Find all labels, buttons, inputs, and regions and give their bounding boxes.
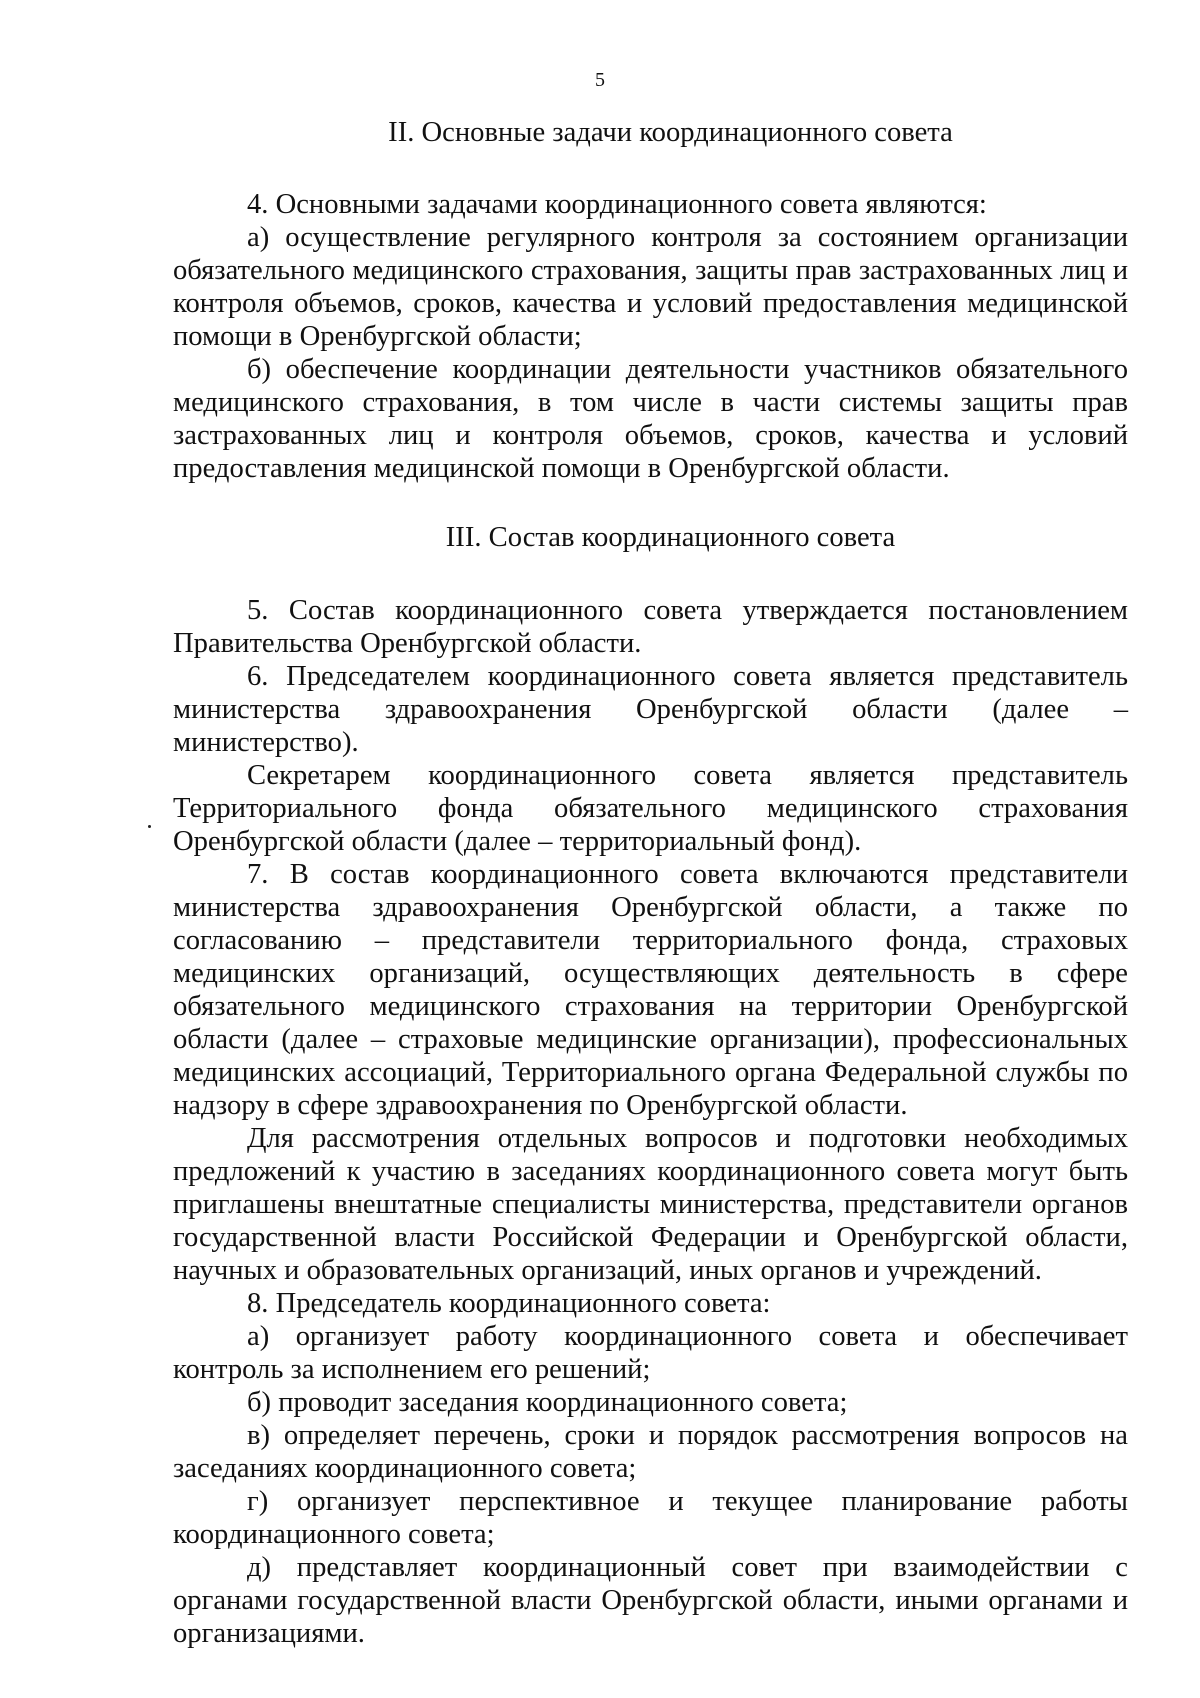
page-number: 5 <box>595 69 605 91</box>
scan-artifact-dot <box>148 825 151 828</box>
paragraph-8a: а) организует работу координационного совета и обеспечивает контроль за исполнением его решений; <box>173 1321 1128 1385</box>
paragraph-5: 5. Состав координационного совета утверждается постановлением Правительства Оренбургской области. <box>173 595 1128 659</box>
section-2-heading: II. Основные задачи координационного совета <box>388 117 953 148</box>
paragraph-6-secretary: Секретарем координационного совета является представитель Территориального фонда обязательного медицинского страхования Оренбургской области (далее – территориальный фонд). <box>173 760 1128 857</box>
paragraph-4: 4. Основными задачами координационного совета являются: <box>247 189 987 220</box>
section-3-heading: III. Состав координационного совета <box>445 522 896 553</box>
paragraph-8e: д) представляет координационный совет при взаимодействии с органами государственной власти Оренбургской области, иными органами и организациями. <box>173 1552 1128 1649</box>
paragraph-7: 7. В состав координационного совета включаются представители министерства здравоохранения Оренбургской области, а также по согласованию – представители территориального фонда, страховых медицинских организаций, осуществляющих деятельность в сфере обязательного медицинского страхования на территории Оренбургской области (далее – страховые медицинские организации), профессиональных медицинских ассоциаций, Территориального органа Федеральной службы по надзору в сфере здравоохранения по Оренбургской области. <box>173 859 1128 1121</box>
paragraph-7-invited: Для рассмотрения отдельных вопросов и подготовки необходимых предложений к участию в заседаниях координационного совета могут быть приглашены внештатные специалисты министерства, представители органов государственной власти Российской Федерации и Оренбургской области, научных и образовательных организаций, иных органов и учреждений. <box>173 1123 1128 1286</box>
paragraph-6: 6. Председателем координационного совета является представитель министерства здравоохранения Оренбургской области (далее – министерство). <box>173 661 1128 758</box>
paragraph-8: 8. Председатель координационного совета: <box>247 1288 771 1319</box>
paragraph-8b: б) проводит заседания координационного совета; <box>247 1387 848 1418</box>
document-body <box>173 116 1128 1650</box>
paragraph-8d: г) организует перспективное и текущее планирование работы координационного совета; <box>173 1486 1128 1550</box>
paragraph-8c: в) определяет перечень, сроки и порядок рассмотрения вопросов на заседаниях координационного совета; <box>173 1420 1128 1484</box>
paragraph-4a: а) осуществление регулярного контроля за состоянием организации обязательного медицинского страхования, защиты прав застрахованных лиц и контроля объемов, сроков, качества и условий предоставления медицинской помощи в Оренбургской области; <box>173 222 1128 352</box>
paragraph-4b: б) обеспечение координации деятельности участников обязательного медицинского страхования, в том числе в части системы защиты прав застрахованных лиц и контроля объемов, сроков, качества и условий предоставления медицинской помощи в Оренбургской области. <box>173 354 1128 484</box>
